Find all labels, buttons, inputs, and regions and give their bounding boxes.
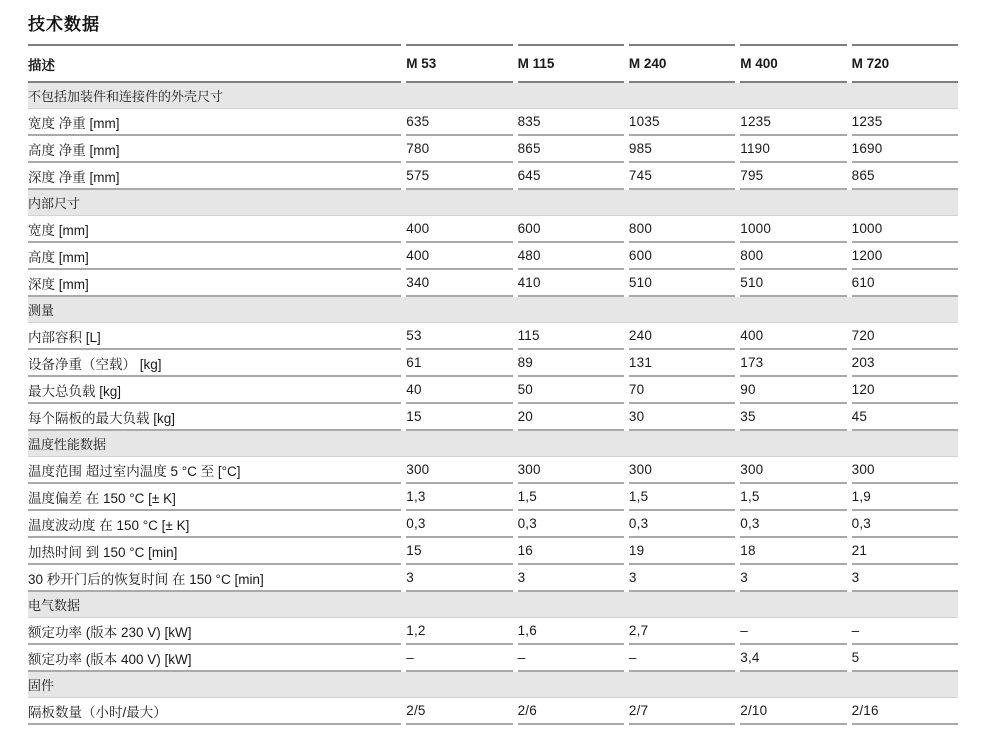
cell-value: 2,7	[629, 618, 735, 645]
cell-value: 1,3	[406, 484, 512, 511]
cell-value: 2/5	[406, 698, 512, 725]
cell-value: 0,3	[852, 511, 958, 538]
row-label: 宽度 净重 [mm]	[28, 109, 401, 136]
cell-value: 3	[406, 565, 512, 592]
cell-value: 300	[518, 457, 624, 484]
cell-value: 340	[406, 270, 512, 297]
cell-value: 3	[518, 565, 624, 592]
cell-value: 2/16	[852, 698, 958, 725]
column-header-model: M 115	[518, 44, 624, 83]
cell-value: 835	[518, 109, 624, 136]
cell-value: 400	[406, 216, 512, 243]
cell-value: 115	[518, 323, 624, 350]
cell-value: 18	[740, 538, 846, 565]
cell-value: 400	[406, 243, 512, 270]
row-label: 高度 净重 [mm]	[28, 136, 401, 163]
cell-value: 780	[406, 136, 512, 163]
cell-value: 2/10	[740, 698, 846, 725]
table-row	[28, 698, 958, 725]
table-row	[28, 270, 958, 297]
cell-value: 510	[740, 270, 846, 297]
cell-value: 1,5	[518, 484, 624, 511]
cell-value: 19	[629, 538, 735, 565]
technical-data-table	[23, 44, 963, 725]
table-row	[28, 645, 958, 672]
cell-value: 1,2	[406, 618, 512, 645]
cell-value: 1,5	[740, 484, 846, 511]
cell-value: 575	[406, 163, 512, 190]
row-label: 每个隔板的最大负载 [kg]	[28, 404, 401, 431]
cell-value: –	[406, 645, 512, 672]
cell-value: –	[852, 618, 958, 645]
section-header-row	[28, 672, 958, 698]
column-header-description: 描述	[28, 44, 401, 83]
section-header-label: 温度性能数据	[28, 431, 958, 457]
section-header-row	[28, 83, 958, 109]
cell-value: 45	[852, 404, 958, 431]
cell-value: –	[518, 645, 624, 672]
cell-value: 510	[629, 270, 735, 297]
cell-value: 610	[852, 270, 958, 297]
table-row	[28, 243, 958, 270]
cell-value: 865	[518, 136, 624, 163]
cell-value: 3	[629, 565, 735, 592]
column-header-model: M 720	[852, 44, 958, 83]
cell-value: 30	[629, 404, 735, 431]
row-label: 加热时间 到 150 °C [min]	[28, 538, 401, 565]
column-header-model: M 400	[740, 44, 846, 83]
cell-value: –	[629, 645, 735, 672]
cell-value: 1200	[852, 243, 958, 270]
cell-value: 16	[518, 538, 624, 565]
cell-value: 1000	[852, 216, 958, 243]
row-label: 温度偏差 在 150 °C [± K]	[28, 484, 401, 511]
row-label: 隔板数量（小时/最大）	[28, 698, 401, 725]
cell-value: 3,4	[740, 645, 846, 672]
cell-value: 795	[740, 163, 846, 190]
table-row	[28, 511, 958, 538]
cell-value: 410	[518, 270, 624, 297]
table-row	[28, 163, 958, 190]
row-label: 额定功率 (版本 230 V) [kW]	[28, 618, 401, 645]
table-row	[28, 404, 958, 431]
cell-value: 35	[740, 404, 846, 431]
cell-value: 480	[518, 243, 624, 270]
table-row	[28, 216, 958, 243]
row-label: 设备净重（空载） [kg]	[28, 350, 401, 377]
cell-value: 800	[629, 216, 735, 243]
cell-value: 1000	[740, 216, 846, 243]
section-header-label: 内部尺寸	[28, 190, 958, 216]
cell-value: 300	[740, 457, 846, 484]
cell-value: 3	[740, 565, 846, 592]
cell-value: 203	[852, 350, 958, 377]
section-header-row	[28, 431, 958, 457]
cell-value: 1235	[852, 109, 958, 136]
table-row	[28, 457, 958, 484]
cell-value: 21	[852, 538, 958, 565]
cell-value: 720	[852, 323, 958, 350]
section-header-row	[28, 190, 958, 216]
table-row	[28, 323, 958, 350]
cell-value: 985	[629, 136, 735, 163]
table-row	[28, 618, 958, 645]
cell-value: 1,5	[629, 484, 735, 511]
cell-value: 1190	[740, 136, 846, 163]
cell-value: 3	[852, 565, 958, 592]
row-label: 高度 [mm]	[28, 243, 401, 270]
row-label: 温度范围 超过室内温度 5 °C 至 [°C]	[28, 457, 401, 484]
page-title: 技术数据	[28, 15, 100, 34]
cell-value: 90	[740, 377, 846, 404]
row-label: 深度 净重 [mm]	[28, 163, 401, 190]
cell-value: 600	[518, 216, 624, 243]
cell-value: 800	[740, 243, 846, 270]
table-row	[28, 538, 958, 565]
cell-value: 2/6	[518, 698, 624, 725]
cell-value: 240	[629, 323, 735, 350]
table-row	[28, 109, 958, 136]
row-label: 额定功率 (版本 400 V) [kW]	[28, 645, 401, 672]
section-header-label: 固件	[28, 672, 958, 698]
cell-value: 1035	[629, 109, 735, 136]
section-header-label: 电气数据	[28, 592, 958, 618]
cell-value: 15	[406, 404, 512, 431]
cell-value: 20	[518, 404, 624, 431]
table-row	[28, 565, 958, 592]
cell-value: 70	[629, 377, 735, 404]
table-row	[28, 377, 958, 404]
table-row	[28, 484, 958, 511]
row-label: 宽度 [mm]	[28, 216, 401, 243]
cell-value: 1,9	[852, 484, 958, 511]
cell-value: –	[740, 618, 846, 645]
cell-value: 131	[629, 350, 735, 377]
row-label: 最大总负载 [kg]	[28, 377, 401, 404]
cell-value: 0,3	[629, 511, 735, 538]
table-row	[28, 136, 958, 163]
cell-value: 89	[518, 350, 624, 377]
cell-value: 53	[406, 323, 512, 350]
cell-value: 300	[852, 457, 958, 484]
cell-value: 1690	[852, 136, 958, 163]
cell-value: 50	[518, 377, 624, 404]
cell-value: 300	[629, 457, 735, 484]
cell-value: 0,3	[740, 511, 846, 538]
table-header-row	[28, 44, 958, 83]
cell-value: 300	[406, 457, 512, 484]
cell-value: 61	[406, 350, 512, 377]
column-header-model: M 53	[406, 44, 512, 83]
cell-value: 745	[629, 163, 735, 190]
cell-value: 15	[406, 538, 512, 565]
column-header-model: M 240	[629, 44, 735, 83]
cell-value: 1235	[740, 109, 846, 136]
cell-value: 0,3	[406, 511, 512, 538]
row-label: 深度 [mm]	[28, 270, 401, 297]
row-label: 温度波动度 在 150 °C [± K]	[28, 511, 401, 538]
section-header-label: 不包括加装件和连接件的外壳尺寸	[28, 83, 958, 109]
section-header-row	[28, 297, 958, 323]
cell-value: 865	[852, 163, 958, 190]
cell-value: 635	[406, 109, 512, 136]
section-header-row	[28, 592, 958, 618]
cell-value: 645	[518, 163, 624, 190]
row-label: 30 秒开门后的恢复时间 在 150 °C [min]	[28, 565, 401, 592]
section-header-label: 测量	[28, 297, 958, 323]
cell-value: 5	[852, 645, 958, 672]
row-label: 内部容积 [L]	[28, 323, 401, 350]
cell-value: 173	[740, 350, 846, 377]
cell-value: 600	[629, 243, 735, 270]
cell-value: 2/7	[629, 698, 735, 725]
table-body	[28, 83, 958, 725]
cell-value: 0,3	[518, 511, 624, 538]
cell-value: 1,6	[518, 618, 624, 645]
table-row	[28, 350, 958, 377]
cell-value: 120	[852, 377, 958, 404]
cell-value: 40	[406, 377, 512, 404]
cell-value: 400	[740, 323, 846, 350]
